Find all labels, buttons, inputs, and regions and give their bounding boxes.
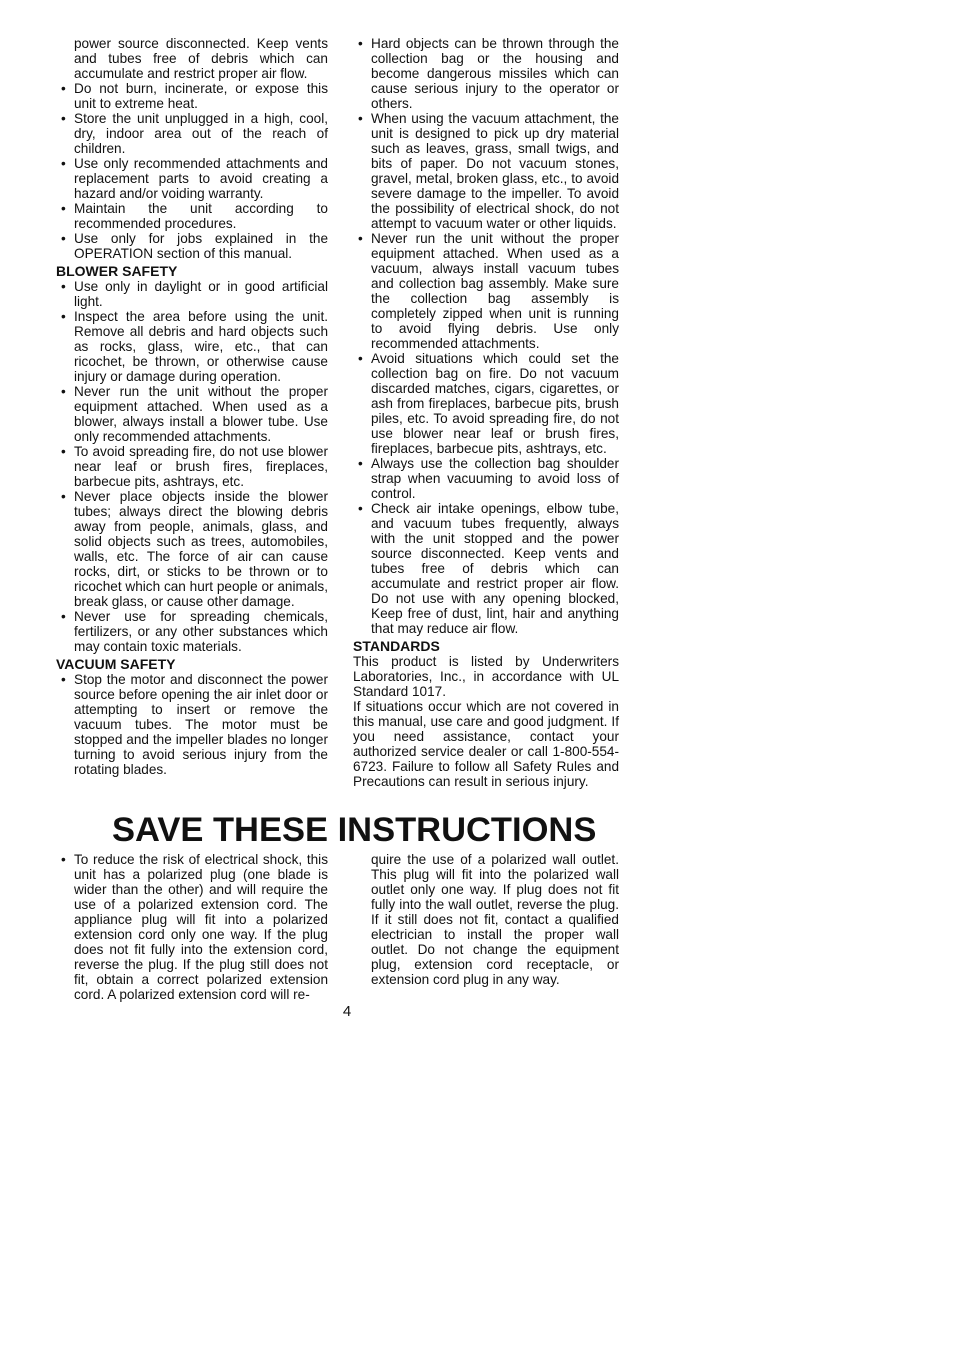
list-item: • Always use the collection bag shoulder strap when vacuuming to avoid loss of control. [358, 456, 619, 501]
save-instructions-heading: SAVE THESE INSTRUCTIONS [112, 811, 597, 849]
polarized-plug-note-left [56, 852, 328, 1002]
list-item: • Never run the unit without the proper equipment attached. When used as a blower, always install a blower tube. Use only recommended attachments. [61, 384, 328, 444]
continued-text: quire the use of a polarized wall outlet. This plug will fit into the polarized wall outlet only one way. If plug does not fit fully into the wall outlet, reverse the plug. If it still does not fit, contact a qualified electrician to install the proper wall outlet. Do not change the equipment plug, extension cord receptacle, or extension cord plug in any way. [371, 852, 619, 987]
polarized-plug-note-right [353, 852, 619, 987]
bullet-icon: • [61, 231, 66, 246]
list-item: • Hard objects can be thrown through the collection bag or the housing and become dangerous missiles which can cause serious injury to the operator or others. [358, 36, 619, 111]
bullet-icon: • [358, 36, 363, 51]
bullet-icon: • [61, 309, 66, 324]
blower-safety-heading: BLOWER SAFETY [56, 263, 178, 279]
list-item: • Use only for jobs explained in the OPERATION section of this manual. [61, 231, 328, 261]
list-item: • Stop the motor and disconnect the power source before opening the air inlet door or attempting to insert or remove the vacuum tubes. The motor must be stopped and the impeller blades no longer turning to avoid serious injury from the rotating blades. [61, 672, 328, 777]
bullet-icon: • [61, 156, 66, 171]
vacuum-safety-list-continued [353, 36, 619, 636]
blower-safety-list [56, 279, 328, 654]
list-item: • Store the unit unplugged in a high, cool, dry, indoor area out of the reach of children. [61, 111, 328, 156]
bullet-icon: • [61, 201, 66, 216]
vacuum-safety-heading: VACUUM SAFETY [56, 656, 176, 672]
bullet-icon: • [61, 384, 66, 399]
list-item: • Never place objects inside the blower tubes; always direct the blowing debris away from people, animals, glass, and solid objects such as trees, automobiles, walls, etc. The force of air can cause rocks, dirt, or sticks to be thrown or to ricochet which can hurt people or animals, break glass, or cause other damage. [61, 489, 328, 609]
bullet-icon: • [61, 279, 66, 294]
bullet-icon: • [61, 672, 66, 687]
list-item: • Check air intake openings, elbow tube, and vacuum tubes frequently, always with the unit stopped and the power source disconnected. Keep vents and tubes free of debris which can accumulate and restrict proper air flow. Do not use with any opening blocked, Keep free of dust, lint, hair and anything that may reduce air flow. [358, 501, 619, 636]
general-safety-list [56, 81, 328, 261]
bullet-icon: • [61, 489, 66, 504]
list-item: • Use only in daylight or in good artificial light. [61, 279, 328, 309]
polarized-list [56, 852, 328, 1002]
bullet-icon: • [61, 609, 66, 624]
list-item: • Maintain the unit according to recommended procedures. [61, 201, 328, 231]
bullet-icon: • [61, 852, 66, 867]
left-column [56, 36, 328, 777]
right-column [353, 36, 619, 789]
list-item: • Do not burn, incinerate, or expose this unit to extreme heat. [61, 81, 328, 111]
bullet-icon: • [358, 456, 363, 471]
list-item: • To avoid spreading fire, do not use blower near leaf or brush fires, fireplaces, barbecue pits, ashtrays, etc. [61, 444, 328, 489]
list-item: • Use only recommended attachments and replacement parts to avoid creating a hazard and/or voiding warranty. [61, 156, 328, 201]
bullet-icon: • [358, 351, 363, 366]
bullet-icon: • [61, 444, 66, 459]
standards-heading: STANDARDS [353, 638, 440, 654]
list-item: • Never run the unit without the proper equipment attached. When used as a vacuum, always install vacuum tubes and collection bag assembly. Make sure the collection bag assembly is completely zipped when unit is running to avoid flying debris. Use only recommended attachments. [358, 231, 619, 351]
standards-paragraph: This product is listed by Underwriters Laboratories, Inc., in accordance with UL Standard 1017. [353, 654, 619, 699]
bullet-icon: • [358, 111, 363, 126]
list-item: • Never use for spreading chemicals, fertilizers, or any other substances which may contain toxic materials. [61, 609, 328, 654]
bullet-icon: • [61, 81, 66, 96]
vacuum-safety-list [56, 672, 328, 777]
list-item: • When using the vacuum attachment, the unit is designed to pick up dry material such as leaves, grass, small twigs, and bits of paper. Do not vacuum stones, gravel, metal, broken glass, etc., to avoid severe damage to the impeller. To avoid the possibility of electrical shock, do not attempt to vacuum water or other liquids. [358, 111, 619, 231]
bullet-icon: • [358, 501, 363, 516]
bullet-icon: • [358, 231, 363, 246]
page-number: 4 [342, 1003, 352, 1020]
list-item: • Avoid situations which could set the collection bag on fire. Do not vacuum discarded matches, cigars, cigarettes, or ash from fireplaces, barbecue pits, brush piles, etc. To avoid spreading fire, do not use blower near leaf or brush fires, fireplaces, barbecue pits, ashtrays, etc. [358, 351, 619, 456]
list-item: • Inspect the area before using the unit. Remove all debris and hard objects such as rocks, glass, wire, etc., that can ricochet, be thrown, or otherwise cause injury or damage during operation. [61, 309, 328, 384]
closing-paragraph: If situations occur which are not covered in this manual, use care and good judgment. If you need assistance, contact your authorized service dealer or call 1-800-554-6723. Failure to follow all Safety Rules and Precautions can result in serious injury. [353, 699, 619, 789]
list-item: • To reduce the risk of electrical shock, this unit has a polarized plug (one blade is wider than the other) and will require the use of a polarized extension cord. The appliance plug will fit into a polarized extension cord only one way. If the plug does not fit fully into the extension cord, reverse the plug. If the plug still does not fit, obtain a correct polarized extension cord. A polarized extension cord will re- [61, 852, 328, 1002]
continued-text: power source disconnected. Keep vents and tubes free of debris which can accumulate and restrict proper air flow. [74, 36, 328, 81]
bullet-icon: • [61, 111, 66, 126]
